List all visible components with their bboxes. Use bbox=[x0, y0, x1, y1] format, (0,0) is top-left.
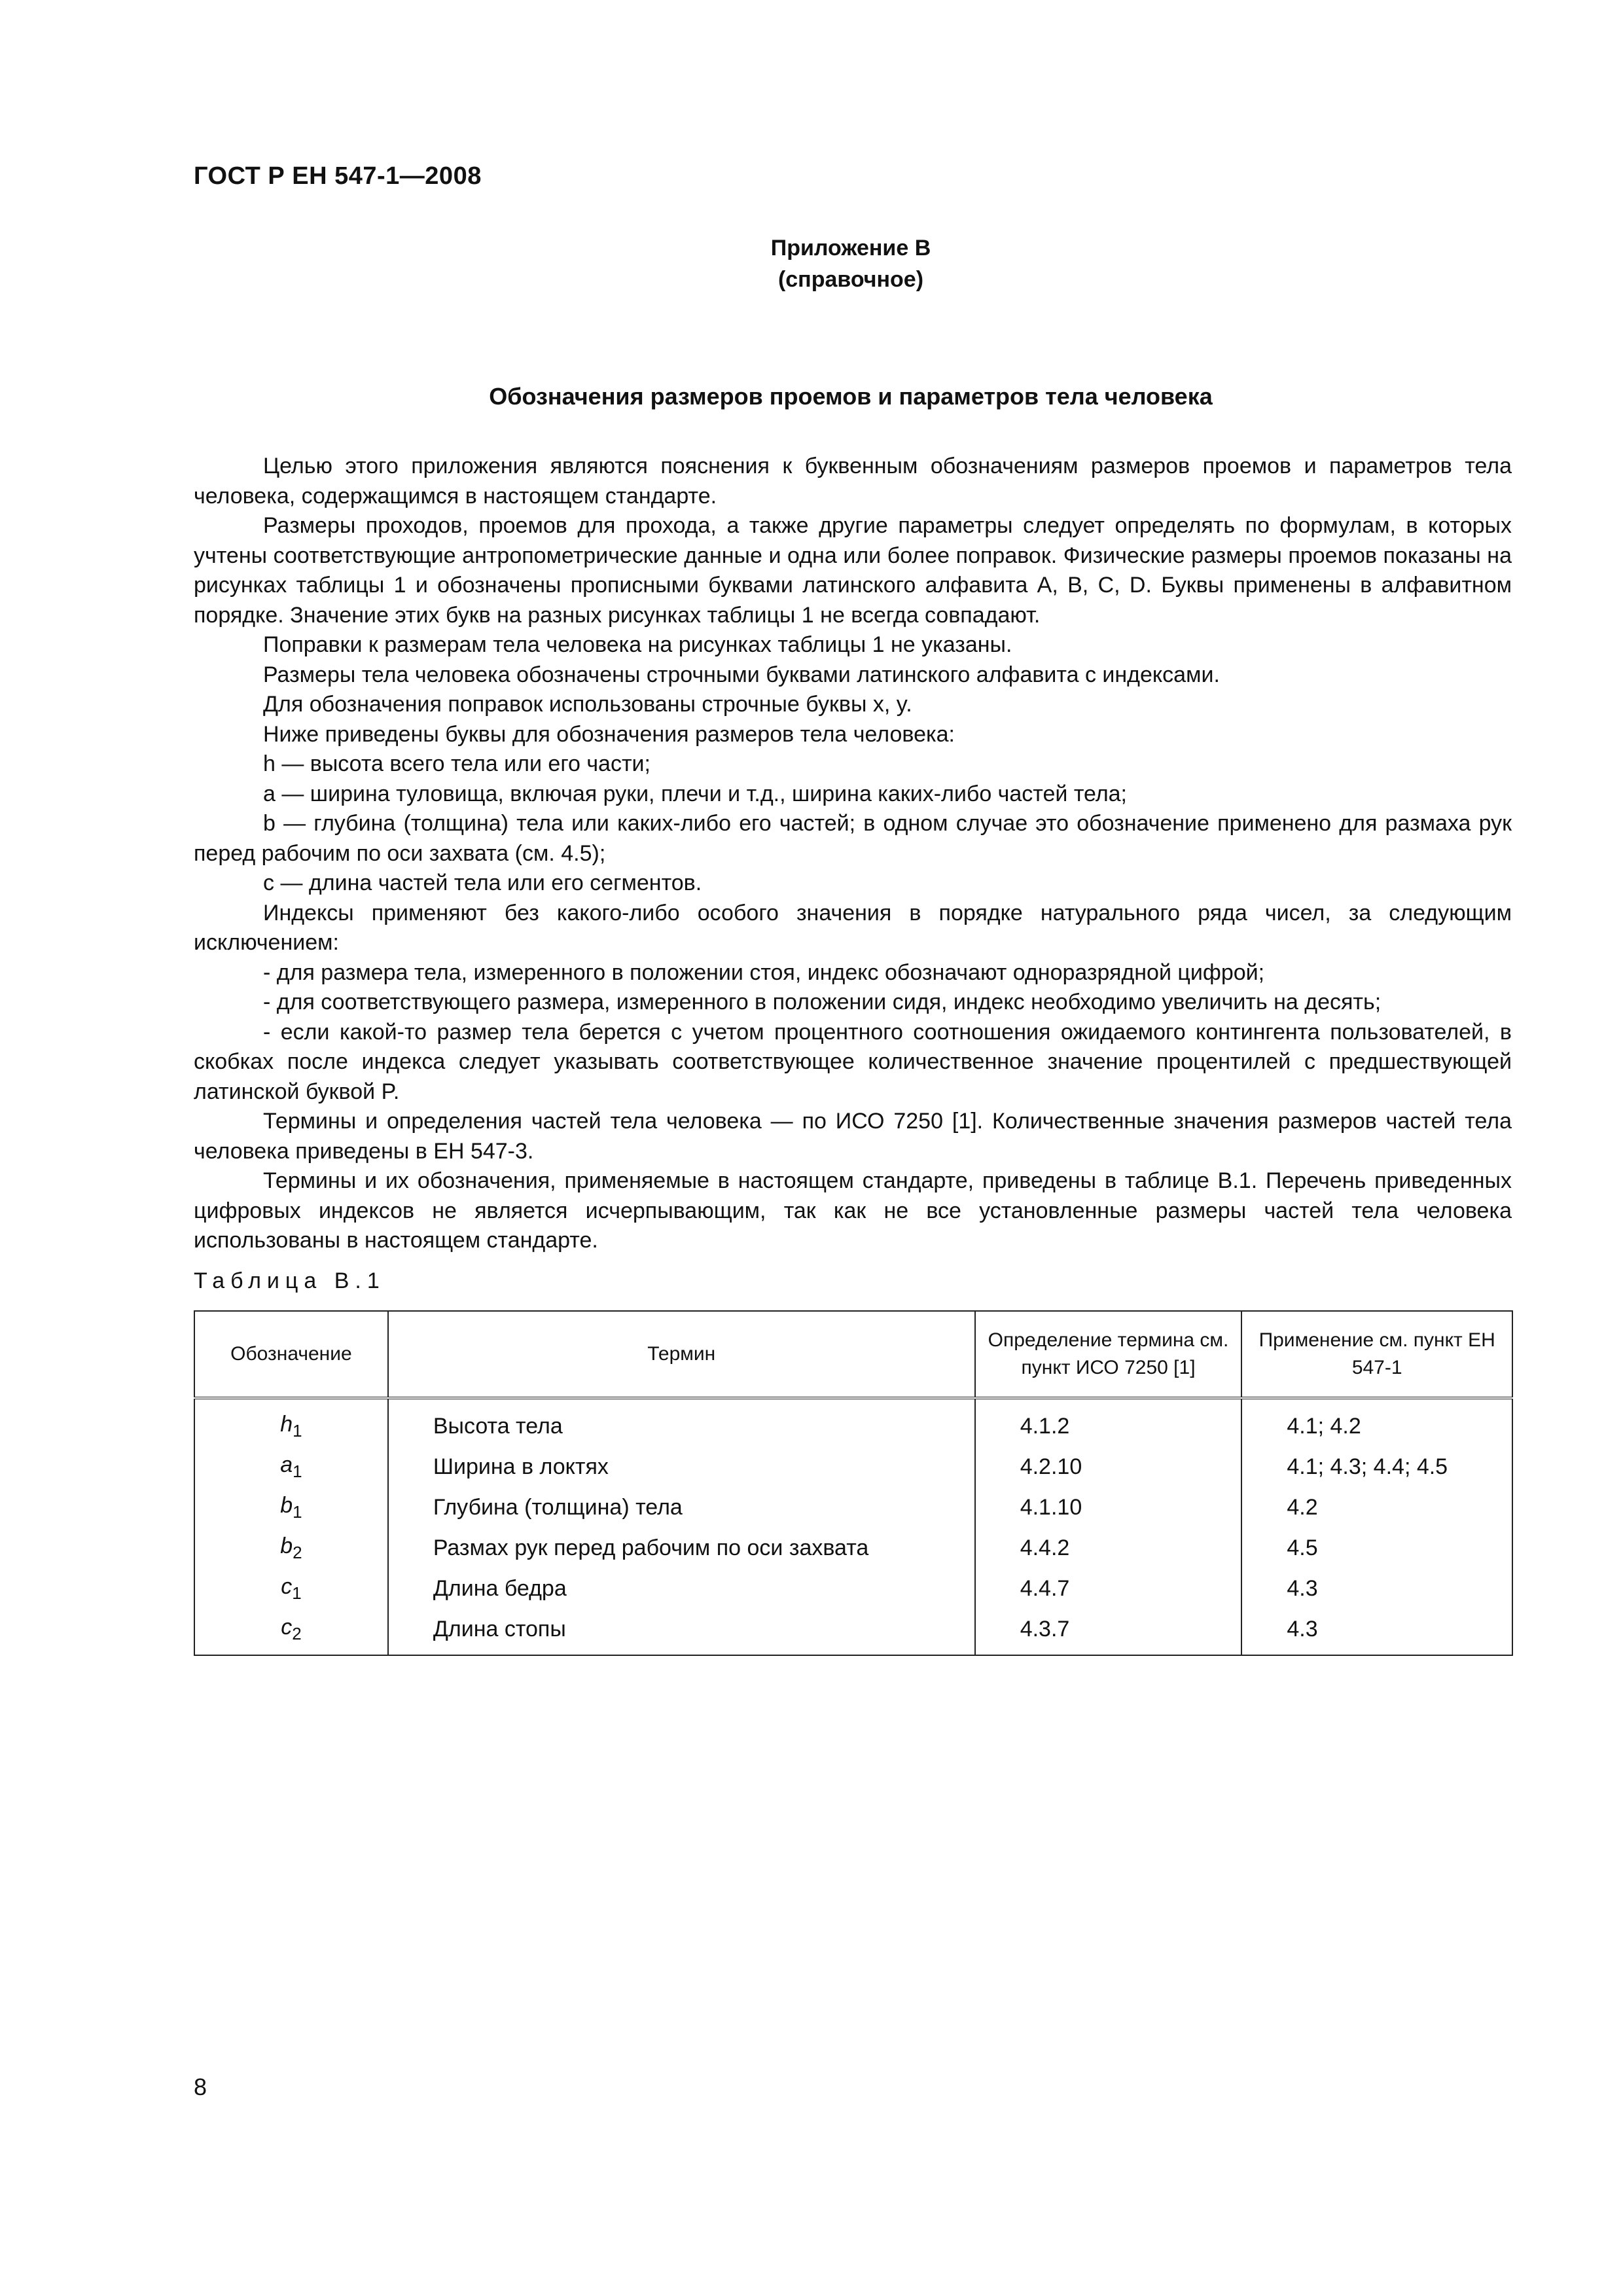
symbol-letter: h bbox=[280, 1411, 293, 1437]
definition-cell: 4.2.10 bbox=[975, 1446, 1242, 1487]
table-row bbox=[194, 1487, 1512, 1528]
symbol-letter: c bbox=[281, 1614, 293, 1640]
paragraph: - если какой-то размер тела берется с учетом процентного соотношения ожидаемого контингента пользователей, в скобках после индекса следует указывать соответствующее количественное значение процентилей с предшествующей латинской буквой P. bbox=[194, 1019, 1512, 1104]
annex-status: (справочное) bbox=[777, 267, 924, 292]
symbol-index: 1 bbox=[293, 1501, 302, 1522]
terms-table bbox=[194, 1310, 1513, 1656]
table-header-row bbox=[194, 1311, 1512, 1398]
paragraph: Ниже приведены буквы для обозначения размеров тела человека: bbox=[263, 721, 955, 747]
paragraph: Термины и определения частей тела человека — по ИСО 7250 [1]. Количественные значения размеров частей тела человека приведены в ЕН 547-3. bbox=[194, 1109, 1512, 1164]
symbol-cell bbox=[194, 1609, 388, 1655]
application-cell: 4.3 bbox=[1241, 1609, 1512, 1655]
table-row bbox=[194, 1398, 1512, 1446]
paragraph: h — высота всего тела или его части; bbox=[263, 751, 651, 776]
term-cell: Глубина (толщина) тела bbox=[388, 1487, 975, 1528]
symbol-letter: b bbox=[280, 1533, 293, 1558]
symbol-letter: a bbox=[280, 1452, 293, 1477]
definition-cell: 4.1.10 bbox=[975, 1487, 1242, 1528]
application-cell: 4.5 bbox=[1241, 1528, 1512, 1568]
table-row bbox=[194, 1446, 1512, 1487]
symbol-cell bbox=[194, 1528, 388, 1568]
symbol-index: 1 bbox=[293, 1461, 302, 1481]
term-cell: Ширина в локтях bbox=[388, 1446, 975, 1487]
term-cell: Высота тела bbox=[388, 1398, 975, 1446]
paragraph: Размеры проходов, проемов для прохода, а также другие параметры следует определять по формулам, в которых учтены соответствующие антропометрические данные и одна или более поправок. Физические размеры проемов показаны на рисунках таблицы 1 и обозначены прописными буквами латинского алфавита A, B, C, D. Буквы применены в алфавитном порядке. Значение этих букв на разных рисунках таблицы 1 не всегда совпадают. bbox=[194, 513, 1512, 628]
definition-cell: 4.4.2 bbox=[975, 1528, 1242, 1568]
symbol-cell bbox=[194, 1446, 388, 1487]
symbol-index: 2 bbox=[292, 1623, 302, 1643]
section-title: Обозначения размеров проемов и параметров тела человека bbox=[489, 383, 1213, 410]
paragraph: Поправки к размерам тела человека на рисунках таблицы 1 не указаны. bbox=[263, 632, 1012, 657]
paragraph: Для обозначения поправок использованы строчные буквы x, y. bbox=[263, 692, 912, 717]
definition-cell: 4.1.2 bbox=[975, 1398, 1242, 1446]
application-cell: 4.1; 4.3; 4.4; 4.5 bbox=[1241, 1446, 1512, 1487]
header-definition: Определение термина см. пункт ИСО 7250 [1] bbox=[975, 1311, 1242, 1398]
table-caption: Таблица В.1 bbox=[194, 1268, 385, 1293]
term-cell: Длина стопы bbox=[388, 1609, 975, 1655]
table-row bbox=[194, 1528, 1512, 1568]
paragraph: - для размера тела, измеренного в положении стоя, индекс обозначают одноразрядной цифрой; bbox=[263, 960, 1265, 985]
symbol-letter: b bbox=[280, 1492, 293, 1518]
symbol-cell bbox=[194, 1398, 388, 1446]
header-term: Термин bbox=[388, 1311, 975, 1398]
table-row bbox=[194, 1609, 1512, 1655]
paragraph: Размеры тела человека обозначены строчными буквами латинского алфавита с индексами. bbox=[263, 662, 1220, 687]
symbol-index: 1 bbox=[293, 1420, 302, 1441]
paragraph: Индексы применяют без какого-либо особого значения в порядке натурального ряда чисел, за следующим исключением: bbox=[194, 900, 1512, 955]
definition-cell: 4.3.7 bbox=[975, 1609, 1242, 1655]
header-symbol: Обозначение bbox=[194, 1311, 388, 1398]
term-cell: Размах рук перед рабочим по оси захвата bbox=[388, 1528, 975, 1568]
application-cell: 4.2 bbox=[1241, 1487, 1512, 1528]
paragraph: Целью этого приложения являются пояснения к буквенным обозначениям размеров проемов и параметров тела человека, содержащимся в настоящем стандарте. bbox=[194, 454, 1512, 509]
annex-title: Приложение В bbox=[770, 236, 931, 260]
page-number: 8 bbox=[194, 2073, 207, 2100]
paragraph: c — длина частей тела или его сегментов. bbox=[263, 870, 702, 895]
paragraph: - для соответствующего размера, измеренного в положении сидя, индекс необходимо увеличить на десять; bbox=[263, 990, 1382, 1014]
symbol-cell bbox=[194, 1487, 388, 1528]
paragraph: Термины и их обозначения, применяемые в настоящем стандарте, приведены в таблице В.1. Перечень приведенных цифровых индексов не является исчерпывающим, так как не все установленные размеры частей тела человека использованы в настоящем стандарте. bbox=[194, 1168, 1512, 1253]
body-text bbox=[194, 452, 1512, 1256]
symbol-index: 1 bbox=[292, 1583, 302, 1603]
table-row bbox=[194, 1568, 1512, 1609]
definition-cell: 4.4.7 bbox=[975, 1568, 1242, 1609]
symbol-index: 2 bbox=[293, 1542, 302, 1562]
term-cell: Длина бедра bbox=[388, 1568, 975, 1609]
symbol-letter: c bbox=[281, 1573, 293, 1599]
symbol-cell bbox=[194, 1568, 388, 1609]
paragraph: a — ширина туловища, включая руки, плечи и т.д., ширина каких-либо частей тела; bbox=[263, 781, 1128, 806]
application-cell: 4.3 bbox=[1241, 1568, 1512, 1609]
annex-heading bbox=[0, 232, 1623, 295]
paragraph: b — глубина (толщина) тела или каких-либо его частей; в одном случае это обозначение применено для размаха рук перед рабочим по оси захвата (см. 4.5); bbox=[194, 811, 1512, 866]
header-application: Применение см. пункт ЕН 547-1 bbox=[1241, 1311, 1512, 1398]
application-cell: 4.1; 4.2 bbox=[1241, 1398, 1512, 1446]
document-header: ГОСТ Р ЕН 547-1—2008 bbox=[194, 162, 482, 190]
